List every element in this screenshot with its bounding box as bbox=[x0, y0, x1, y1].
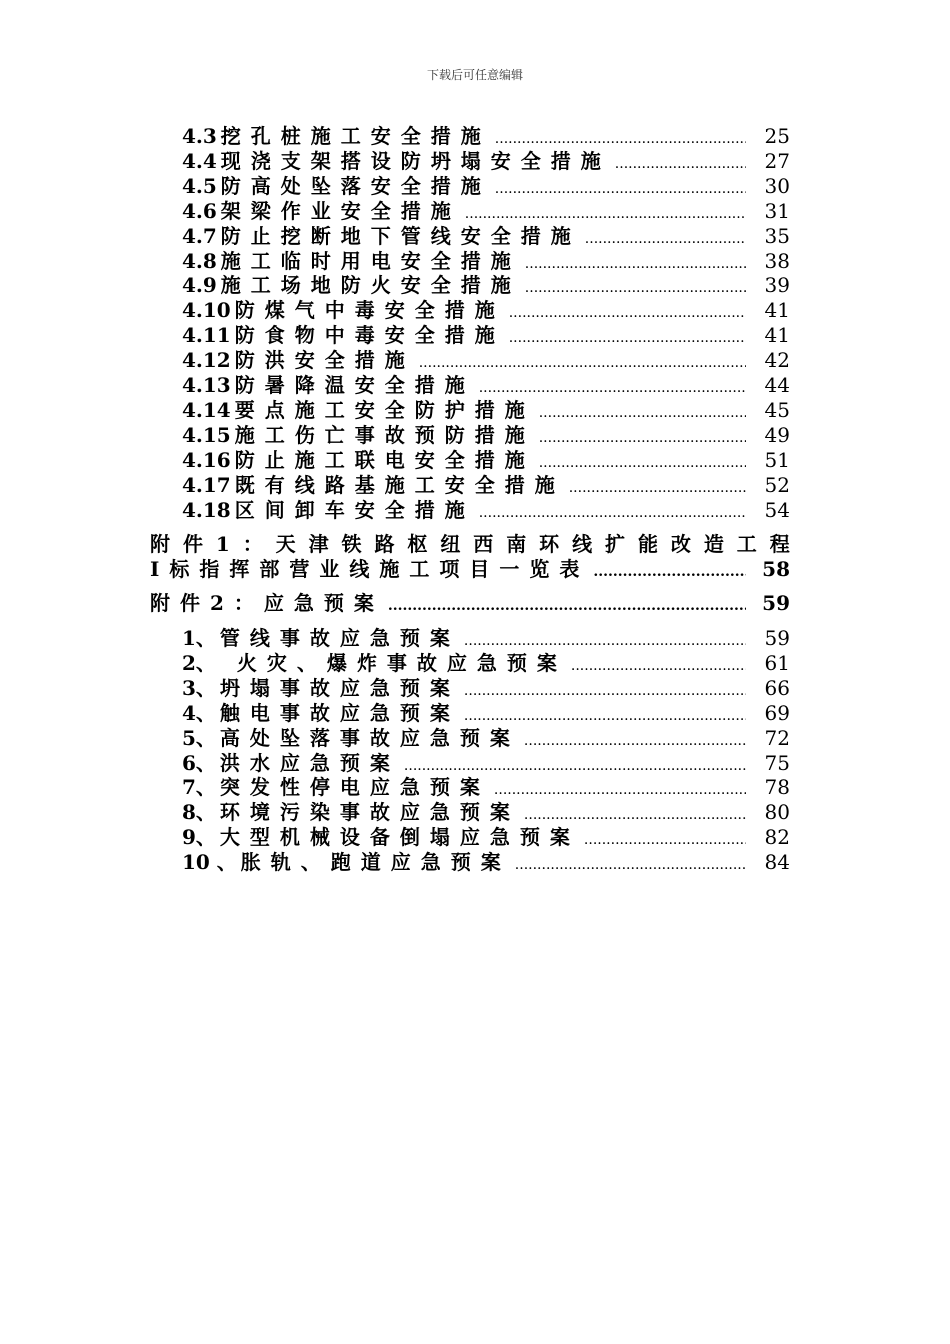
appendix1-char: 津 bbox=[308, 532, 329, 556]
appendix1-char: ： bbox=[242, 532, 263, 556]
toc-entry-number: 9、 bbox=[182, 825, 216, 850]
toc-entry[interactable] bbox=[182, 701, 790, 726]
toc-entry-title: 现浇支架搭设防坍塌安全措施 bbox=[220, 148, 611, 173]
toc-entry-page: 59 bbox=[762, 591, 790, 615]
toc-entry-page: 52 bbox=[764, 472, 790, 497]
toc-entry[interactable] bbox=[182, 498, 790, 523]
toc-entry-page: 66 bbox=[764, 675, 790, 700]
toc-entry-title: 架梁作业安全措施 bbox=[220, 198, 461, 223]
appendix1-char: 纽 bbox=[440, 532, 461, 556]
toc-entry-title: 防暑降温安全措施 bbox=[234, 373, 475, 397]
toc-entry-title: 施工临时用电安全措施 bbox=[220, 248, 521, 273]
toc-entry[interactable] bbox=[182, 199, 790, 224]
toc-entry-number: 2、 bbox=[182, 650, 216, 675]
toc-entry-page: 69 bbox=[764, 700, 790, 725]
toc-entry[interactable] bbox=[182, 751, 790, 776]
appendix1-char: 件 bbox=[182, 532, 203, 556]
toc-entry-title: 施工伤亡事故预防措施 bbox=[234, 422, 535, 447]
toc-entry[interactable] bbox=[182, 448, 790, 473]
toc-entry[interactable] bbox=[182, 850, 790, 875]
toc-entry[interactable] bbox=[182, 298, 790, 323]
toc-entry-number: 5、 bbox=[182, 725, 216, 750]
toc-entry-title: 胀轨、跑道应急预案 bbox=[240, 850, 511, 875]
toc-entry-title: 防高处坠落安全措施 bbox=[220, 173, 491, 198]
toc-entry-number: 4.8 bbox=[182, 248, 217, 273]
toc-entry-page: 82 bbox=[764, 825, 790, 850]
toc-entry-title: 挖孔桩施工安全措施 bbox=[220, 124, 491, 148]
toc-entry[interactable] bbox=[182, 398, 790, 423]
toc-entry-page: 49 bbox=[764, 422, 790, 447]
toc-entry-page: 42 bbox=[764, 348, 790, 373]
toc-entry-page: 84 bbox=[764, 850, 790, 875]
toc-entry-title: 突发性停电应急预案 bbox=[219, 775, 490, 800]
toc-entry-appendix1[interactable] bbox=[150, 557, 790, 582]
toc-entry-title: 触电事故应急预案 bbox=[219, 700, 460, 725]
toc-entry-page: 25 bbox=[764, 124, 790, 148]
toc-entry-title: I标指挥部营业线施工项目一览表 bbox=[150, 557, 590, 581]
toc-entry-number: 4.12 bbox=[182, 348, 231, 373]
toc-entry-number: 4.16 bbox=[182, 447, 231, 472]
toc-entry-number: 4、 bbox=[182, 700, 216, 725]
toc-entry-title: 环境污染事故应急预案 bbox=[219, 800, 520, 825]
appendix1-char: 铁 bbox=[341, 532, 362, 556]
toc-entry-page: 59 bbox=[764, 626, 790, 650]
toc-entry-title: 防食物中毒安全措施 bbox=[234, 323, 505, 348]
toc-entry[interactable] bbox=[182, 249, 790, 274]
toc-entry-appendix2[interactable] bbox=[150, 591, 790, 616]
toc-entry-title: 防止施工联电安全措施 bbox=[234, 447, 535, 472]
toc-entry-title: 洪水应急预案 bbox=[219, 750, 400, 775]
toc-entry-title: 防止挖断地下管线安全措施 bbox=[220, 223, 581, 248]
toc-entry-title: 附件2：应急预案 bbox=[150, 591, 384, 615]
toc-entry-page: 75 bbox=[764, 750, 790, 775]
toc-entry-number: 4.17 bbox=[182, 472, 231, 497]
toc-entry-title: 防煤气中毒安全措施 bbox=[234, 298, 505, 323]
toc-entry-page: 72 bbox=[764, 725, 790, 750]
toc-entry-number: 4.4 bbox=[182, 148, 217, 173]
toc-entry-number: 4.10 bbox=[182, 298, 231, 323]
toc-entry-page: 51 bbox=[764, 447, 790, 472]
toc-entry-page: 27 bbox=[764, 148, 790, 173]
toc-entry-page: 30 bbox=[764, 173, 790, 198]
toc-entry-title: 要点施工安全防护措施 bbox=[234, 397, 535, 422]
appendix1-char: 工 bbox=[736, 532, 757, 556]
toc-entry-page: 61 bbox=[764, 650, 790, 675]
toc-entry-number: 4.13 bbox=[182, 373, 231, 397]
toc-entry-number: 6、 bbox=[182, 750, 216, 775]
toc-leader-dots bbox=[515, 853, 746, 878]
appendix1-char: 扩 bbox=[605, 532, 626, 556]
toc-entry[interactable] bbox=[182, 124, 790, 149]
toc-entry-page: 44 bbox=[764, 373, 790, 397]
toc-entry[interactable] bbox=[182, 174, 790, 199]
appendix1-char: 造 bbox=[703, 532, 724, 556]
toc-entry-number: 4.9 bbox=[182, 273, 217, 298]
toc-entry[interactable] bbox=[182, 800, 790, 825]
toc-leader-dots bbox=[479, 501, 746, 526]
appendix1-char: 1 bbox=[215, 532, 230, 556]
toc-entry-title: 既有线路基施工安全措施 bbox=[234, 472, 565, 497]
toc-entry[interactable] bbox=[182, 775, 790, 800]
toc-entry-number: 4.7 bbox=[182, 223, 217, 248]
toc-entry[interactable] bbox=[182, 373, 790, 398]
toc-entry[interactable] bbox=[182, 273, 790, 298]
toc-entry-page: 58 bbox=[762, 557, 790, 581]
toc-entry-title: 施工场地防火安全措施 bbox=[220, 273, 521, 298]
toc-entry-page: 35 bbox=[764, 223, 790, 248]
toc-entry[interactable] bbox=[182, 726, 790, 751]
toc-entry[interactable] bbox=[182, 323, 790, 348]
toc-entry-number: 3、 bbox=[182, 675, 216, 700]
toc-entry-number: 4.18 bbox=[182, 497, 231, 522]
toc-entry-title: 火灾、爆炸事故应急预案 bbox=[219, 650, 567, 675]
toc-entry-number: 4.3 bbox=[182, 124, 217, 148]
toc-entry-page: 38 bbox=[764, 248, 790, 273]
appendix1-char: 西 bbox=[473, 532, 494, 556]
toc-entry[interactable] bbox=[182, 473, 790, 498]
appendix1-char: 枢 bbox=[407, 532, 428, 556]
toc-entry[interactable] bbox=[182, 348, 790, 373]
toc-entry-number: 4.5 bbox=[182, 173, 217, 198]
appendix1-char: 路 bbox=[374, 532, 395, 556]
toc-entry-number: 8、 bbox=[182, 800, 216, 825]
toc-entry-number: 4.14 bbox=[182, 397, 231, 422]
appendix1-char: 能 bbox=[637, 532, 658, 556]
toc-entry[interactable] bbox=[182, 651, 790, 676]
toc-entry-page: 41 bbox=[764, 298, 790, 323]
toc-entry-number: 7、 bbox=[182, 775, 216, 800]
toc-entry[interactable] bbox=[182, 626, 790, 651]
toc-entry-title: 管线事故应急预案 bbox=[219, 626, 460, 650]
toc-entry-number: 10 、 bbox=[182, 850, 237, 875]
toc-entry-page: 78 bbox=[764, 775, 790, 800]
appendix1-char: 线 bbox=[572, 532, 593, 556]
toc-entry-page: 54 bbox=[764, 497, 790, 522]
toc-leader-dots bbox=[593, 560, 746, 585]
appendix1-char: 南 bbox=[506, 532, 527, 556]
appendix1-char: 改 bbox=[670, 532, 691, 556]
toc-entry[interactable] bbox=[182, 149, 790, 174]
appendix1-char: 程 bbox=[769, 532, 790, 556]
toc-entry-page: 39 bbox=[764, 273, 790, 298]
page-header: 下载后可任意编辑 bbox=[426, 68, 523, 82]
toc-entry-title: 防洪安全措施 bbox=[234, 348, 415, 373]
toc-entry-page: 80 bbox=[764, 800, 790, 825]
appendix1-line1 bbox=[150, 532, 790, 557]
toc-entry-number: 4.11 bbox=[182, 323, 231, 348]
toc-entry[interactable] bbox=[182, 423, 790, 448]
appendix1-char: 环 bbox=[539, 532, 560, 556]
toc-entry-number: 1、 bbox=[182, 626, 216, 650]
appendix1-char: 天 bbox=[275, 532, 296, 556]
toc-entry-number: 4.15 bbox=[182, 422, 231, 447]
toc-leader-dots bbox=[388, 594, 746, 619]
toc-entry-page: 41 bbox=[764, 323, 790, 348]
toc-entry[interactable] bbox=[182, 676, 790, 701]
toc-entry-title: 坍塌事故应急预案 bbox=[219, 675, 460, 700]
toc-entry[interactable] bbox=[182, 825, 790, 850]
toc-entry-title: 高处坠落事故应急预案 bbox=[219, 725, 520, 750]
toc-entry-number: 4.6 bbox=[182, 198, 217, 223]
toc-entry[interactable] bbox=[182, 224, 790, 249]
toc-entry-page: 31 bbox=[764, 198, 790, 223]
toc-entry-title: 区间卸车安全措施 bbox=[234, 497, 475, 522]
toc-entry-title: 大型机械设备倒塌应急预案 bbox=[219, 825, 580, 850]
appendix1-char: 附 bbox=[150, 532, 170, 556]
toc-entry-page: 45 bbox=[764, 397, 790, 422]
